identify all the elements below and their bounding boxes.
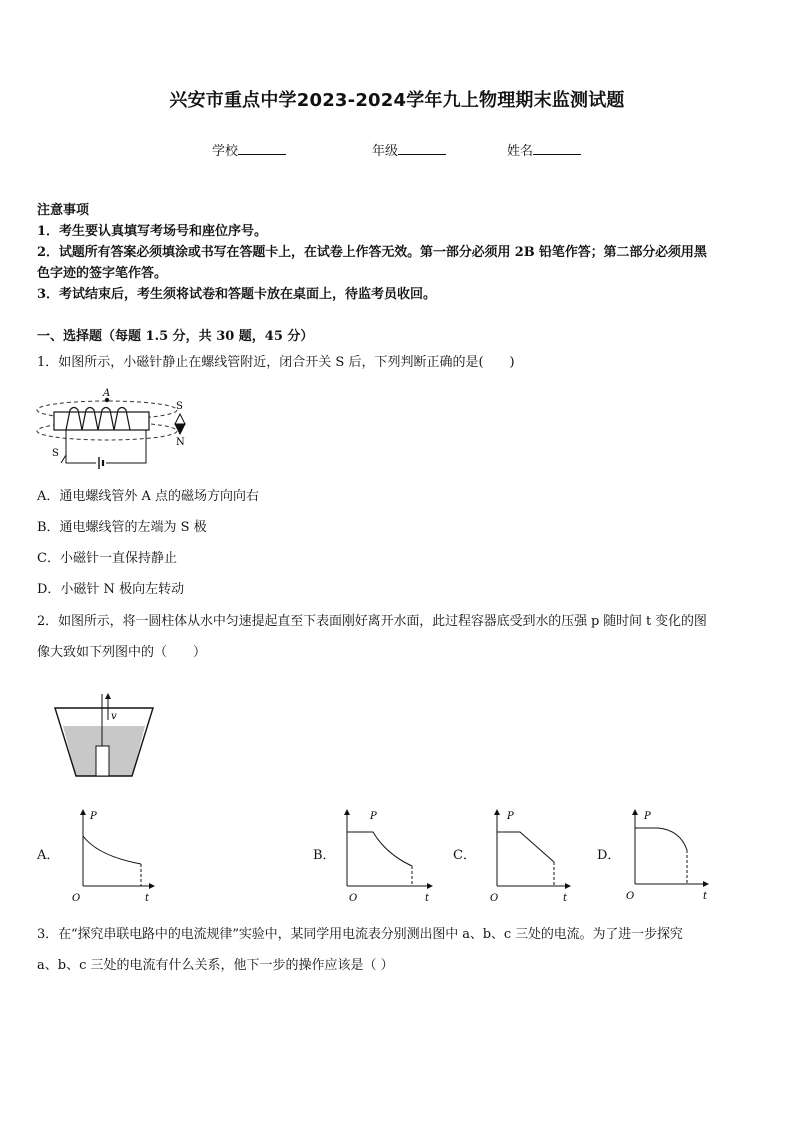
graph-d-y-arrow bbox=[632, 809, 638, 815]
q2-option-c-label[interactable]: C． bbox=[453, 848, 476, 863]
notes-item-2: 2．试题所有答案必须填涂或书写在答题卡上，在试卷上作答无效。第一部分必须用 2B 铅笔作答；第二部分必须用黑 bbox=[37, 245, 707, 260]
graph-a-curve bbox=[83, 836, 141, 864]
notes-item-2-cont: 色字迹的签字笔作答。 bbox=[37, 266, 168, 281]
graph-b-x-label: t bbox=[425, 893, 430, 904]
q3-stem-2: a、b、c 三处的电流有什么关系，他下一步的操作应该是（ ） bbox=[37, 958, 394, 973]
page-title: 兴安市重点中学2023-2024学年九上物理期末监测试题 bbox=[169, 90, 625, 111]
graph-c-origin: O bbox=[490, 893, 499, 904]
graph-a[interactable] bbox=[68, 806, 158, 906]
compass-s-label: S bbox=[176, 401, 183, 412]
graph-c-x-label: t bbox=[563, 893, 568, 904]
section-heading: 一、选择题（每题 1.5 分，共 30 题，45 分） bbox=[37, 329, 314, 344]
notes-item-1: 1．考生要认真填写考场号和座位序号。 bbox=[37, 224, 268, 239]
graph-d-x-arrow bbox=[703, 881, 709, 887]
graph-d[interactable] bbox=[620, 806, 720, 906]
graph-c-curve bbox=[497, 832, 554, 862]
graph-a-x-arrow bbox=[149, 883, 155, 889]
q1-option-d[interactable]: D．小磁针 N 极向左转动 bbox=[37, 582, 185, 597]
point-a-label: A bbox=[103, 388, 111, 399]
school-label: 学校 bbox=[212, 144, 239, 159]
q1-option-b[interactable]: B．通电螺线管的左端为 S 极 bbox=[37, 520, 207, 535]
q1-stem: 1．如图所示，小磁针静止在螺线管附近，闭合开关 S 后，下列判断正确的是( ) bbox=[37, 355, 515, 370]
graph-b-y-arrow bbox=[344, 809, 350, 815]
graph-a-origin: O bbox=[72, 893, 81, 904]
circuit-wire bbox=[66, 430, 146, 463]
graph-a-y-arrow bbox=[80, 809, 86, 815]
graph-d-origin: O bbox=[626, 891, 635, 902]
school-field[interactable] bbox=[212, 140, 286, 159]
q2-option-a-label[interactable]: A． bbox=[37, 848, 60, 863]
graph-d-curve bbox=[635, 828, 687, 850]
graph-c-y-arrow bbox=[494, 809, 500, 815]
graph-c-x-arrow bbox=[565, 883, 571, 889]
notes-item-3: 3．考试结束后，考生须将试卷和答题卡放在桌面上，待监考员收回。 bbox=[37, 287, 437, 302]
q2-option-b-label[interactable]: B． bbox=[313, 848, 336, 863]
q2-option-d-label[interactable]: D． bbox=[597, 848, 621, 863]
graph-c[interactable] bbox=[480, 806, 580, 906]
graph-b-x-arrow bbox=[427, 883, 433, 889]
notes-heading: 注意事项 bbox=[37, 203, 90, 218]
name-label: 姓名 bbox=[507, 144, 534, 159]
compass-needle-s bbox=[175, 414, 185, 424]
solenoid-figure bbox=[30, 383, 200, 473]
grade-field[interactable] bbox=[372, 140, 446, 159]
name-field[interactable] bbox=[507, 140, 581, 159]
school-blank[interactable] bbox=[238, 142, 286, 155]
switch-label: S bbox=[52, 448, 59, 459]
q2-stem-1: 2．如图所示，将一圆柱体从水中匀速提起直至下表面刚好离开水面，此过程容器底受到水的压强 p 随时间 t 变化的图 bbox=[37, 614, 707, 629]
grade-label: 年级 bbox=[372, 144, 399, 159]
graph-b-curve bbox=[347, 832, 412, 866]
graph-a-x-label: t bbox=[145, 893, 150, 904]
compass-n-label: N bbox=[176, 437, 185, 448]
q1-option-c[interactable]: C．小磁针一直保持静止 bbox=[37, 551, 177, 566]
grade-blank[interactable] bbox=[398, 142, 446, 155]
graph-b-y-label: P bbox=[370, 811, 377, 822]
graph-c-y-label: P bbox=[507, 811, 514, 822]
graph-d-x-label: t bbox=[703, 891, 708, 902]
switch-lever bbox=[61, 455, 66, 463]
q2-stem-2: 像大致如下列图中的（ ） bbox=[37, 645, 207, 660]
name-blank[interactable] bbox=[533, 142, 581, 155]
container-figure bbox=[52, 690, 156, 782]
velocity-label: v bbox=[111, 711, 117, 722]
cylinder bbox=[96, 746, 109, 776]
graph-b-origin: O bbox=[349, 893, 358, 904]
graph-b[interactable] bbox=[336, 806, 436, 906]
velocity-arrow-head bbox=[105, 693, 111, 699]
graph-d-y-label: P bbox=[644, 811, 651, 822]
q3-stem-1: 3．在“探究串联电路中的电流规律”实验中，某同学用电流表分别测出图中 a、b、c 三处的电流。为了进一步探究 bbox=[37, 927, 683, 942]
q1-option-a[interactable]: A．通电螺线管外 A 点的磁场方向向右 bbox=[37, 489, 260, 504]
graph-a-y-label: P bbox=[90, 811, 97, 822]
